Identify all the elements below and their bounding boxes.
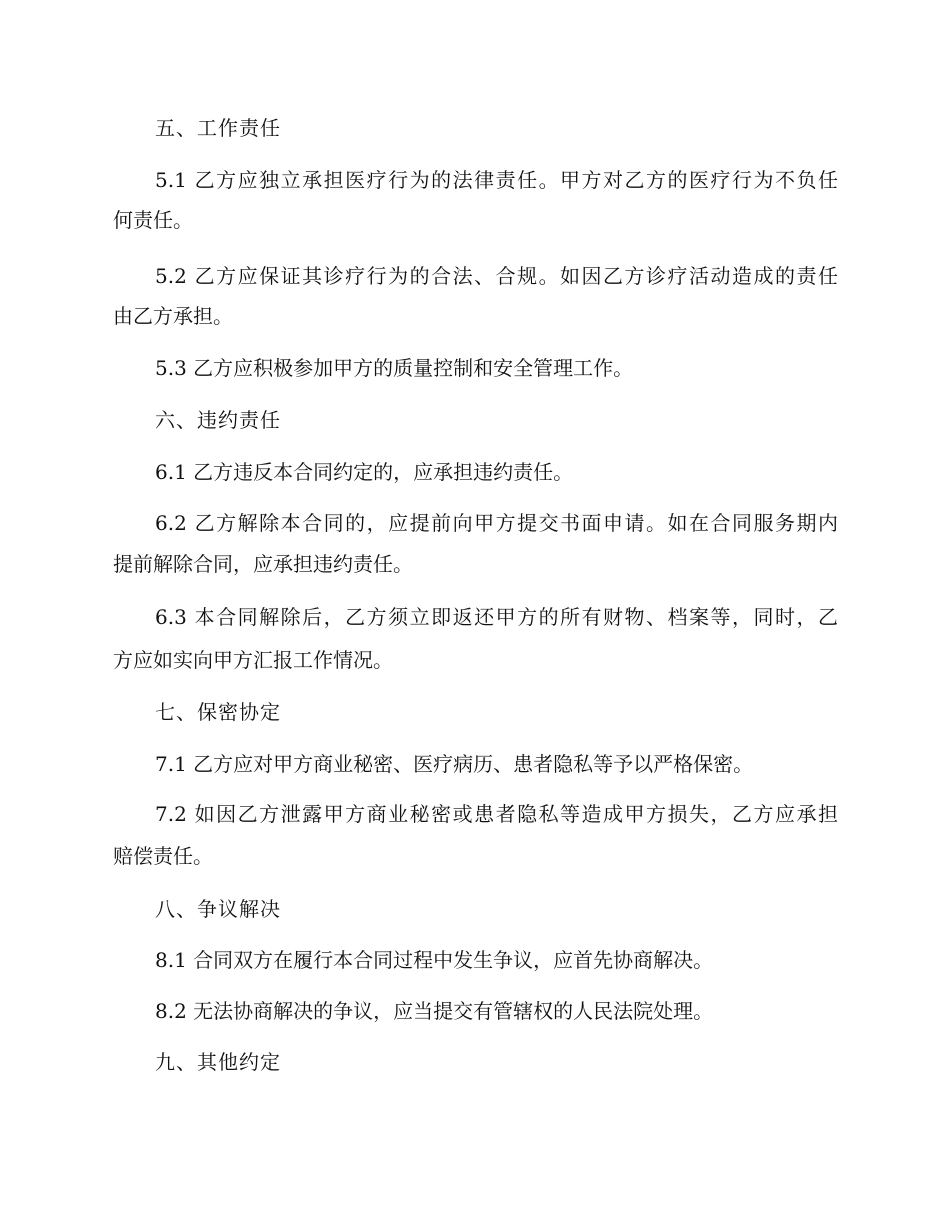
clause-6-3-line-1: 6.3 本合同解除后，乙方须立即返还甲方的所有财物、档案等，同时，乙 xyxy=(155,605,838,629)
clause-5-2-line-2: 由乙方承担。 xyxy=(113,304,233,328)
clause-7-2-line-2: 赔偿责任。 xyxy=(113,844,213,868)
clause-8-1: 8.1 合同双方在履行本合同过程中发生争议，应首先协商解决。 xyxy=(155,948,714,972)
clause-5-1-line-1: 5.1 乙方应独立承担医疗行为的法律责任。甲方对乙方的医疗行为不负任 xyxy=(155,168,838,192)
section-heading-8: 八、争议解决 xyxy=(155,897,281,921)
section-heading-5: 五、工作责任 xyxy=(155,116,281,140)
clause-8-2: 8.2 无法协商解决的争议，应当提交有管辖权的人民法院处理。 xyxy=(155,999,714,1023)
clause-5-2-line-1: 5.2 乙方应保证其诊疗行为的合法、合规。如因乙方诊疗活动造成的责任 xyxy=(155,264,838,288)
clause-6-3-line-2: 方应如实向甲方汇报工作情况。 xyxy=(113,648,393,672)
clause-5-1-line-2: 何责任。 xyxy=(113,208,193,232)
clause-6-2-line-1: 6.2 乙方解除本合同的，应提前向甲方提交书面申请。如在合同服务期内 xyxy=(155,511,838,535)
clause-7-1: 7.1 乙方应对甲方商业秘密、医疗病历、患者隐私等予以严格保密。 xyxy=(155,752,754,776)
section-heading-9: 九、其他约定 xyxy=(155,1050,281,1074)
clause-6-2-line-2: 提前解除合同，应承担违约责任。 xyxy=(113,552,413,576)
section-heading-7: 七、保密协定 xyxy=(155,700,281,724)
clause-6-1: 6.1 乙方违反本合同约定的，应承担违约责任。 xyxy=(155,460,574,484)
clause-5-3: 5.3 乙方应积极参加甲方的质量控制和安全管理工作。 xyxy=(155,356,634,380)
section-heading-6: 六、违约责任 xyxy=(155,408,281,432)
clause-7-2-line-1: 7.2 如因乙方泄露甲方商业秘密或患者隐私等造成甲方损失，乙方应承担 xyxy=(155,802,838,826)
